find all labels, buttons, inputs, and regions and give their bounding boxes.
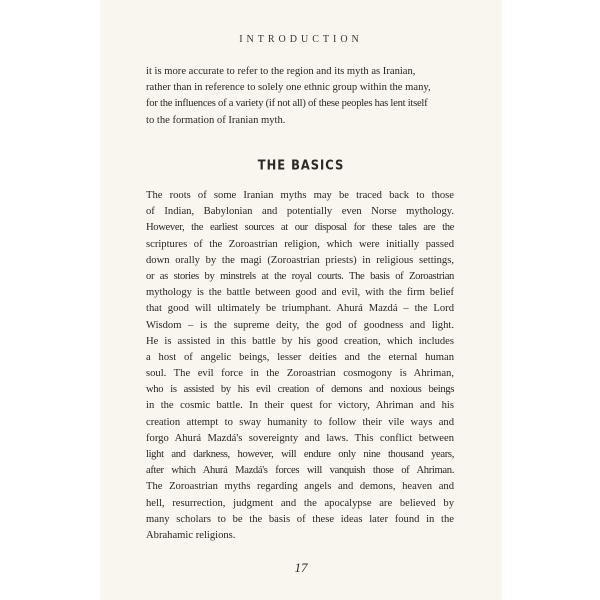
body-line: Wisdom – is the supreme deity, the god of goodness and light. — [146, 319, 454, 331]
body-line: scriptures of the Zoroastrian religion, which were initially passed — [146, 238, 454, 250]
body-line: creation attempt to sway humanity to follow their vile ways and — [146, 416, 454, 428]
body-line: hell, resurrection, judgment and the apocalypse are believed by — [146, 497, 454, 509]
intro-line: to the formation of Iranian myth. — [146, 114, 286, 126]
body-line: who is assisted by his evil creation of demons and noxious beings — [146, 384, 454, 396]
body-line: a host of angelic beings, lesser deities and the eternal human — [146, 351, 454, 363]
body-line: The Zoroastrian myths regarding angels and demons, heaven and — [146, 481, 454, 493]
intro-line: for the influences of a variety (if not all) of these peoples has lent itself — [146, 98, 428, 110]
intro-line: rather than in reference to solely one ethnic group within the many, — [146, 82, 431, 94]
body-line: forgo Ahurá Mazdá's sovereignty and laws. This conflict between — [146, 432, 454, 444]
body-line: that good will ultimately be triumphant. Ahurá Mazdá – the Lord — [146, 303, 454, 315]
body-line: soul. The evil force in the Zoroastrian cosmogony is Ahriman, — [146, 368, 454, 380]
body-paragraph — [146, 188, 454, 544]
body-line: However, the earliest sources at our disposal for these tales are the — [146, 222, 454, 234]
book-page — [100, 0, 502, 600]
body-line: light and darkness, however, will endure only nine thousand years, — [146, 449, 454, 460]
body-line: down orally by the magi (Zoroastrian priests) in religious settings, — [146, 254, 454, 266]
body-line: or as stories by minstrels at the royal courts. The basis of Zoroastrian — [146, 270, 454, 282]
body-line: in the cosmic battle. In their quest for victory, Ahriman and his — [146, 400, 454, 412]
body-line: after which Ahurá Mazdá's forces will vanquish those of Ahriman. — [146, 465, 454, 477]
intro-paragraph — [146, 64, 454, 129]
body-line: many scholars to be the basis of these ideas later found in the — [146, 513, 454, 525]
body-line: of Indian, Babylonian and potentially even Norse mythology. — [146, 206, 454, 218]
intro-line: it is more accurate to refer to the region and its myth as Iranian, — [146, 66, 416, 77]
body-line: mythology is the battle between good and evil, with the firm belief — [146, 287, 454, 299]
body-line: He is assisted in this battle by his good creation, which includes — [146, 335, 454, 347]
page-number: 17 — [294, 560, 308, 575]
body-line: The roots of some Iranian myths may be traced back to those — [146, 190, 454, 201]
running-head: INTRODUCTION — [239, 34, 363, 45]
section-heading: THE BASICS — [257, 156, 345, 174]
body-line: Abrahamic religions. — [146, 529, 236, 541]
